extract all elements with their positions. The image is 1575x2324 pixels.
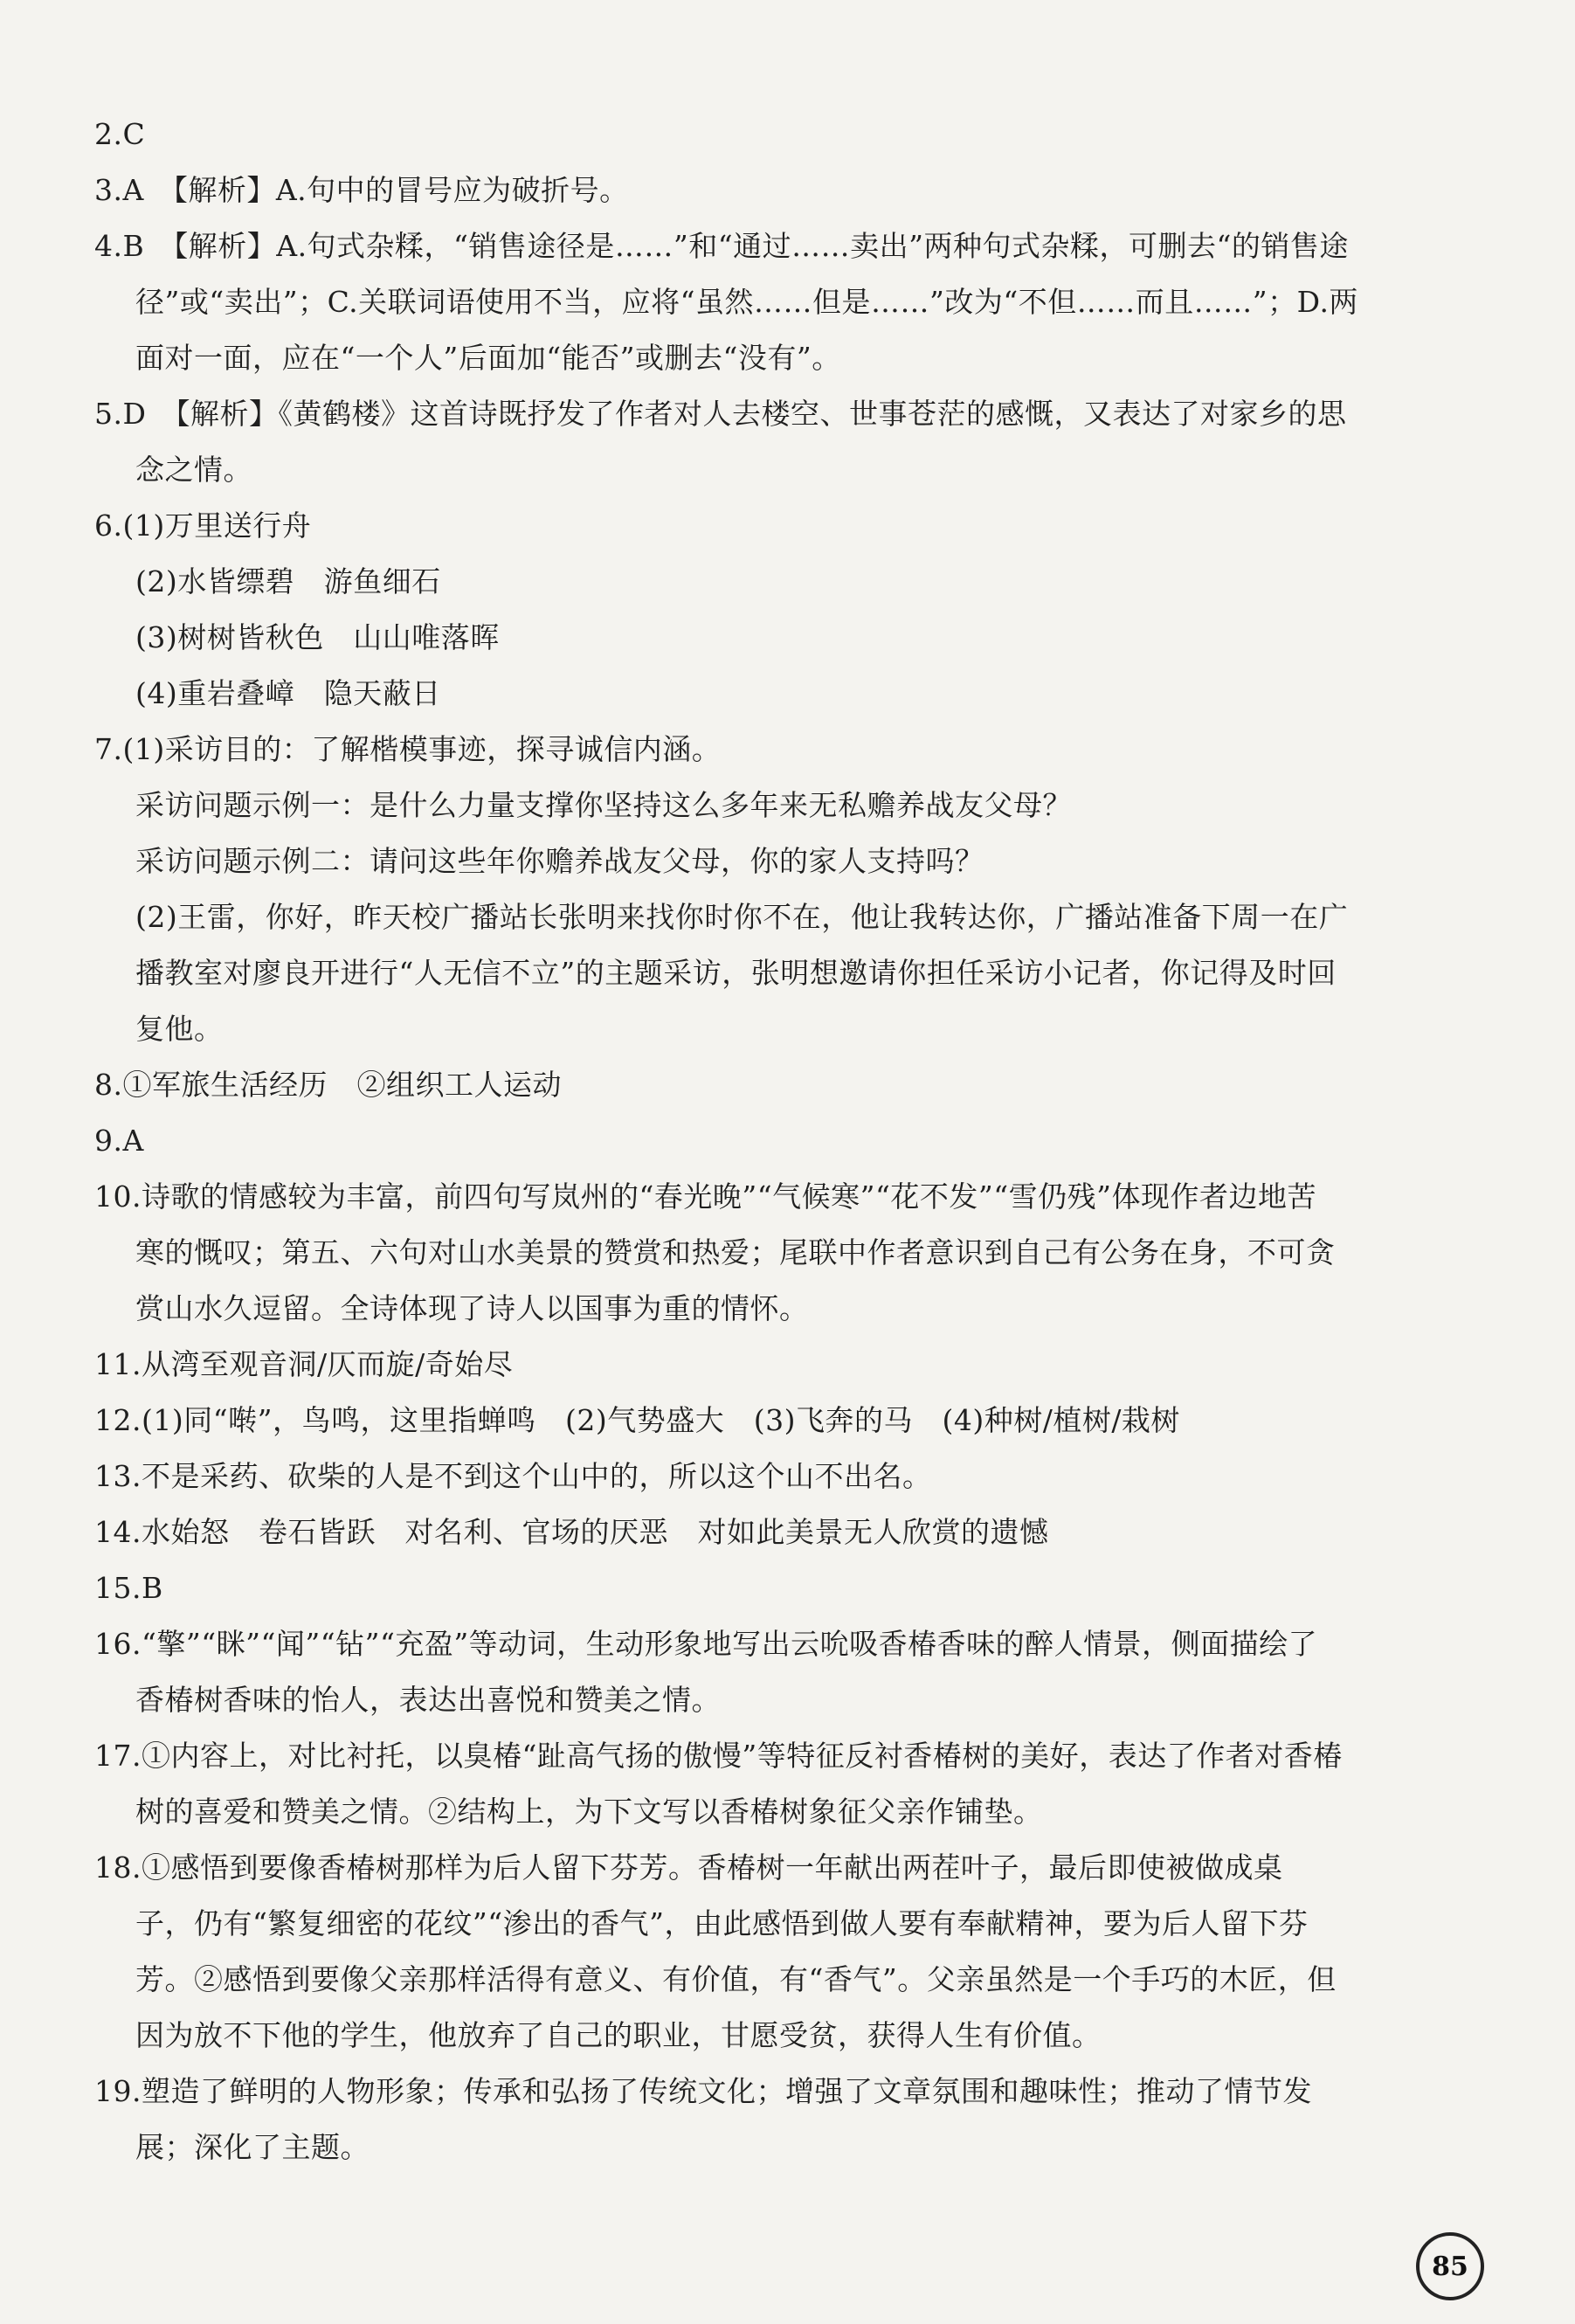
answer-7 (94, 722, 1509, 1057)
line: 芳。②感悟到要像父亲那样活得有意义、有价值，有“香气”。父亲虽然是一个手巧的木匠，但 (135, 1962, 1337, 1996)
line: 面对一面，应在“一个人”后面加“能否”或删去“没有”。 (135, 341, 841, 375)
line: 10.诗歌的情感较为丰富，前四句写岚州的“春光晚”“气候寒”“花不发”“雪仍残”体现作者边地苦 (94, 1179, 1316, 1214)
answer-list (94, 107, 1509, 2175)
line: 子，仍有“繁复细密的花纹”“渗出的香气”，由此感悟到做人要有奉献精神，要为后人留下芬 (135, 1906, 1309, 1940)
answer-14 (94, 1504, 1509, 1560)
answer-19 (94, 2064, 1509, 2175)
line: (2)水皆缥碧 游鱼细石 (135, 564, 441, 598)
line: 播教室对廖良开进行“人无信不立”的主题采访，张明想邀请你担任采访小记者，你记得及时回 (135, 956, 1337, 990)
line: 16.“擎”“眯”“闻”“钻”“充盈”等动词，生动形象地写出云吮吸香椿香味的醉人情景，侧面描绘了 (94, 1627, 1318, 1661)
line: 因为放不下他的学生，他放弃了自己的职业，甘愿受贫，获得人生有价值。 (135, 2018, 1102, 2052)
line: 采访问题示例一：是什么力量支撑你坚持这么多年来无私赡养战友父母？ (135, 788, 1072, 822)
line: 寒的慨叹；第五、六句对山水美景的赞赏和热爱；尾联中作者意识到自己有公务在身，不可贪 (135, 1235, 1336, 1269)
line: 7.(1)采访目的：了解楷模事迹，探寻诚信内涵。 (94, 732, 722, 766)
line: 3.A 【解析】A.句中的冒号应为破折号。 (94, 173, 629, 207)
line: 18.①感悟到要像香椿树那样为后人留下芬芳。香椿树一年献出两茬叶子，最后即使被做成桌 (94, 1850, 1283, 1885)
answer-16 (94, 1616, 1509, 1728)
page-number-badge (1416, 2232, 1484, 2300)
line: 5.D 【解析】《黄鹤楼》这首诗既抒发了作者对人去楼空、世事苍茫的感慨，又表达了对家乡的思 (94, 397, 1347, 431)
page-number: 85 (1432, 2251, 1468, 2282)
answer-13 (94, 1449, 1509, 1504)
line: 径”或“卖出”；C.关联词语使用不当，应将“虽然……但是……”改为“不但……而且……”；D.两 (135, 285, 1358, 319)
line: 11.从湾至观音洞/仄而旋/奇始尽 (94, 1347, 514, 1381)
line: 17.①内容上，对比衬托，以臭椿“趾高气扬的傲慢”等特征反衬香椿树的美好，表达了作者对香椿 (94, 1739, 1343, 1773)
answer-5 (94, 386, 1509, 498)
answer-18 (94, 1840, 1509, 2064)
line: 赏山水久逗留。全诗体现了诗人以国事为重的情怀。 (135, 1291, 809, 1325)
line: 4.B 【解析】A.句式杂糅，“销售途径是……”和“通过……卖出”两种句式杂糅，可删去“的销售途 (94, 229, 1349, 263)
answer-8 (94, 1057, 1509, 1113)
answer-6 (94, 498, 1509, 722)
line: 12.(1)同“啭”，鸟鸣，这里指蝉鸣 (2)气势盛大 (3)飞奔的马 (4)种树/植树/栽树 (94, 1403, 1180, 1437)
line: 树的喜爱和赞美之情。②结构上，为下文写以香椿树象征父亲作铺垫。 (135, 1795, 1043, 1829)
answer-10 (94, 1169, 1509, 1337)
line: 采访问题示例二：请问这些年你赡养战友父母，你的家人支持吗？ (135, 844, 984, 878)
line: 15.B (94, 1571, 163, 1605)
line: 念之情。 (135, 453, 252, 487)
line: 复他。 (135, 1012, 224, 1046)
answer-9 (94, 1113, 1509, 1169)
answer-12 (94, 1393, 1509, 1449)
line: 19.塑造了鲜明的人物形象；传承和弘扬了传统文化；增强了文章氛围和趣味性；推动了情节发 (94, 2074, 1312, 2108)
line: 展；深化了主题。 (135, 2130, 370, 2164)
answer-2 (94, 107, 1509, 163)
line: 13.不是采药、砍柴的人是不到这个山中的，所以这个山不出名。 (94, 1459, 932, 1493)
line: (4)重岩叠嶂 隐天蔽日 (135, 676, 441, 710)
answer-3 (94, 163, 1509, 218)
line: 14.水始怒 卷石皆跃 对名利、官场的厌恶 对如此美景无人欣赏的遗憾 (94, 1515, 1049, 1549)
line: (2)王雷，你好，昨天校广播站长张明来找你时你不在，他让我转达你，广播站准备下周一在广 (135, 900, 1349, 934)
line: 2.C (94, 117, 146, 151)
answer-4 (94, 218, 1509, 386)
answer-15 (94, 1560, 1509, 1616)
line: 8.①军旅生活经历 ②组织工人运动 (94, 1068, 562, 1102)
line: 香椿树香味的怡人，表达出喜悦和赞美之情。 (135, 1683, 721, 1717)
line: 6.(1)万里送行舟 (94, 508, 312, 543)
answer-11 (94, 1337, 1509, 1393)
line: (3)树树皆秋色 山山唯落晖 (135, 620, 500, 654)
line: 9.A (94, 1124, 144, 1158)
answer-17 (94, 1728, 1509, 1840)
